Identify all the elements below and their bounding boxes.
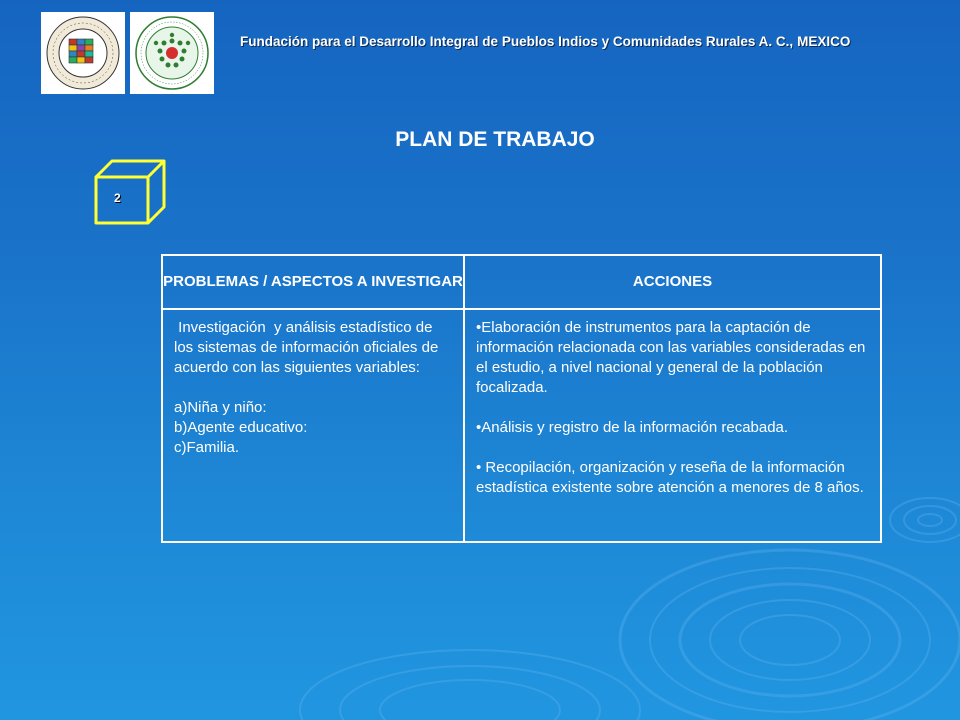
table-header-actions xyxy=(465,256,880,310)
header-actions-label: ACCIONES xyxy=(632,273,713,290)
cube-icon xyxy=(88,157,168,227)
foundation-seal-icon xyxy=(134,15,210,91)
oas-seal-icon xyxy=(45,15,121,91)
foundation-name: Fundación para el Desarrollo Integral de Pueblos Indios y Comunidades Rurales A. C., xyxy=(240,34,794,49)
variable-item: c)Familia. xyxy=(174,439,240,456)
variable-item: b)Agente educativo: xyxy=(174,419,308,436)
variable-item: a)Niña y niño: xyxy=(174,399,267,416)
country-name: MEXICO xyxy=(797,34,851,49)
badge-number: 2 xyxy=(114,191,121,205)
oas-logo xyxy=(41,12,125,94)
action-item: •Elaboración de instrumentos para la captación de información relacionada con las variables consideradas en el estudio, a nivel nacional y general de la población focalizada. xyxy=(476,319,866,396)
action-item: • Recopilación, organización y reseña de la información estadística existente sobre atención a menores de 8 años. xyxy=(476,459,864,496)
header-foundation-text xyxy=(240,34,930,49)
plan-table xyxy=(161,254,882,543)
page-title: PLAN DE TRABAJO xyxy=(395,128,595,151)
header-problems-label: PROBLEMAS / ASPECTOS A INVESTIGAR xyxy=(163,273,463,290)
problems-cell xyxy=(163,310,465,541)
problems-intro: Investigación y análisis estadístico de los sistemas de información oficiales de acuerdo con las siguientes variables: xyxy=(174,319,443,376)
foundation-logo xyxy=(130,12,214,94)
action-item: •Análisis y registro de la información recabada. xyxy=(476,419,789,436)
table-header-problems xyxy=(163,256,465,310)
actions-cell xyxy=(465,310,880,541)
